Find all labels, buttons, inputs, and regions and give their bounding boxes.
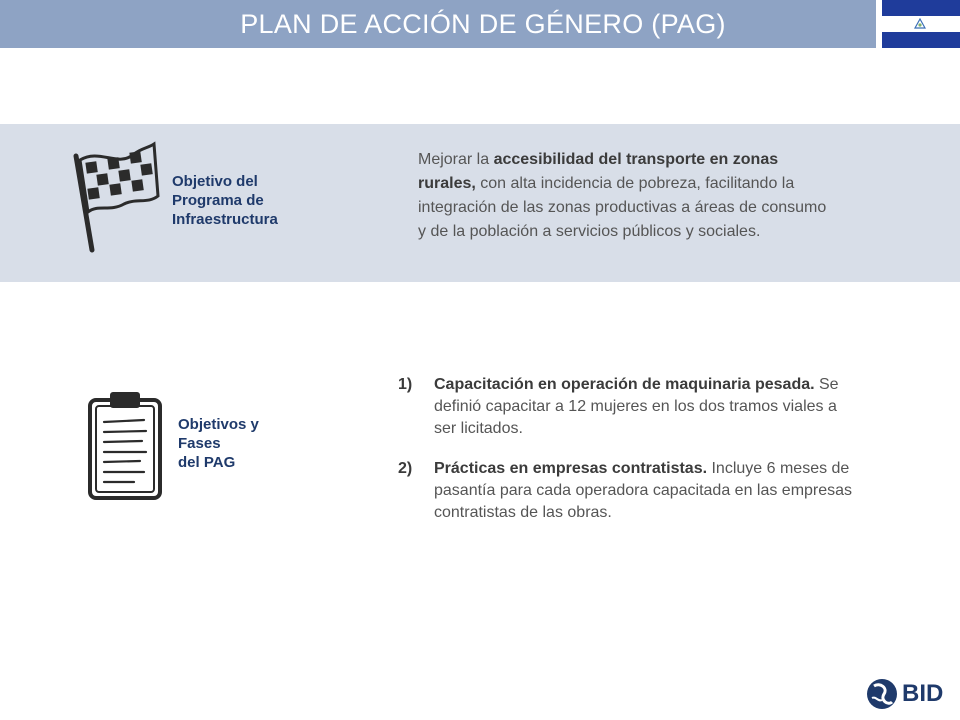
page-title: PLAN DE ACCIÓN DE GÉNERO (PAG) <box>240 8 726 39</box>
clipboard-icon <box>84 390 166 502</box>
bid-logo-text: BID <box>902 680 944 707</box>
objective-text-end: con alta incidencia de pobreza, facilitando la integración de las zonas productivas a áreas de consumo y de la población a servicios públicos y sociales. <box>418 175 827 240</box>
list-item-body <box>434 458 858 524</box>
objective-label-line: Programa de <box>172 192 264 209</box>
objective-text-start: Mejorar la <box>418 151 494 168</box>
list-item-number: 1) <box>398 376 413 393</box>
nicaragua-flag-icon <box>882 0 960 48</box>
objective-label <box>172 172 332 229</box>
list-item-number: 2) <box>398 460 413 477</box>
list-item-bold: Capacitación en operación de maquinaria pesada. <box>434 376 815 393</box>
list-item-body <box>434 374 858 440</box>
pag-label-line: Objetivos y <box>178 416 259 433</box>
objective-label-line: Objetivo del <box>172 173 258 190</box>
objective-text-bold: accesibilidad del transporte en zonas rurales, <box>418 151 779 192</box>
pag-phase-list <box>398 374 858 542</box>
list-item <box>398 374 858 440</box>
list-item-bold: Prácticas en empresas contratistas. <box>434 460 708 477</box>
objective-label-line: Infraestructura <box>172 211 278 228</box>
pag-label-line: del PAG <box>178 454 236 471</box>
list-item-text: Incluye 6 meses de pasantía para cada operadora capacitada en las empresas contratistas de las obras. <box>434 460 853 521</box>
list-item <box>398 458 858 524</box>
checkered-flag-icon <box>70 138 160 256</box>
objective-description <box>418 148 838 244</box>
pag-label-line: Fases <box>178 435 221 452</box>
pag-objectives-label <box>178 415 308 472</box>
header-bar <box>0 0 876 48</box>
list-item-text: Se definió capacitar a 12 mujeres en los dos tramos viales a ser licitados. <box>434 376 839 437</box>
